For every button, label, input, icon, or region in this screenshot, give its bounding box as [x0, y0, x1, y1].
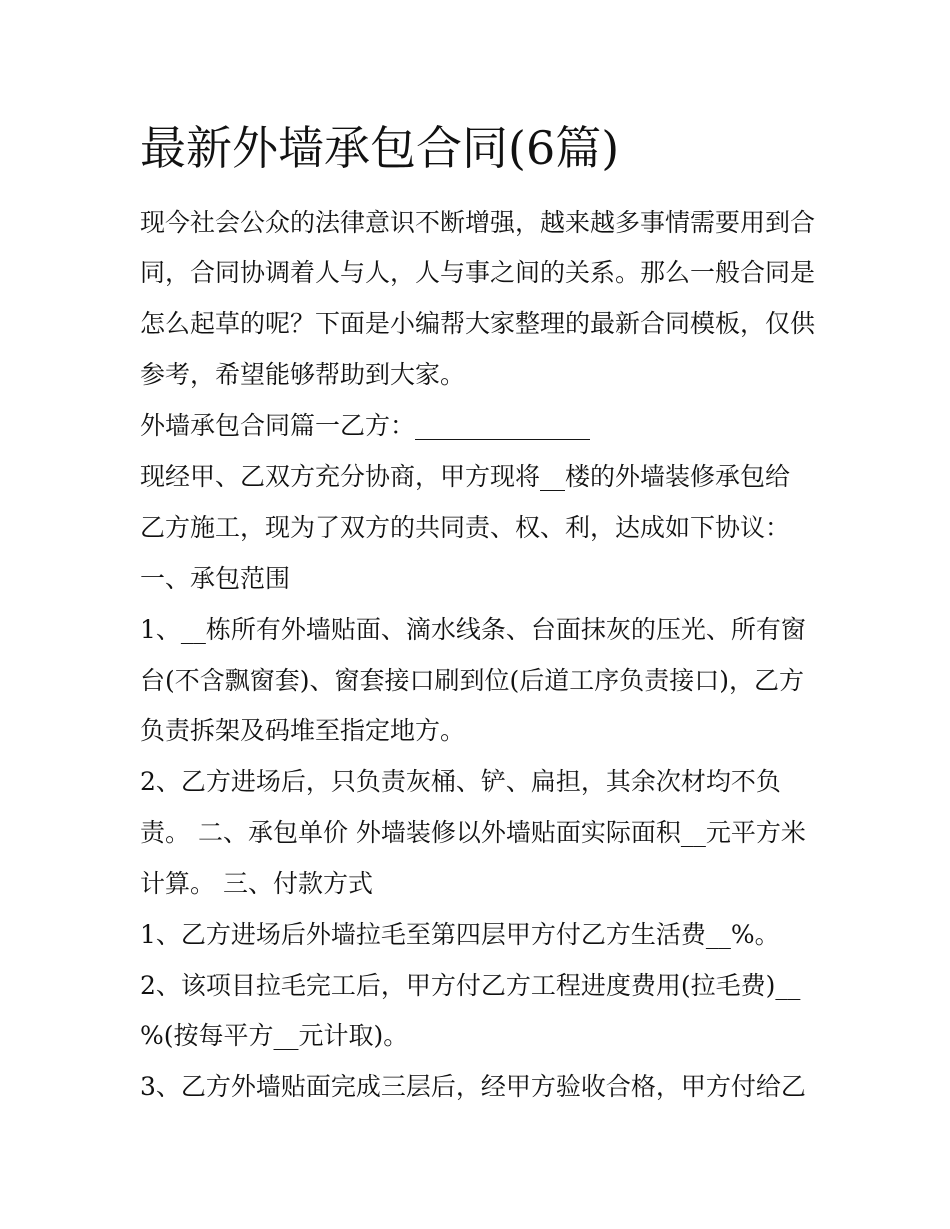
paragraph-line: 2、乙方进场后，只负责灰桶、铲、扁担，其余次材均不负 — [140, 767, 781, 796]
clause-heading: 一、承包范围 — [140, 564, 291, 593]
paragraph-line: %(按每平方__元计取)。 — [140, 1021, 409, 1050]
paragraph-line: 乙方施工，现为了双方的共同责、权、利，达成如下协议： — [140, 513, 791, 542]
paragraph-line: 责。 二、承包单价 外墙装修以外墙贴面实际面积__元平方米 — [140, 818, 806, 847]
paragraph-line: 台(不含飘窗套)、窗套接口刷到位(后道工序负责接口)，乙方 — [140, 666, 805, 695]
paragraph-line: 2、该项目拉毛完工后，甲方付乙方工程进度费用(拉毛费)__ — [140, 971, 801, 1000]
paragraph-line: 现今社会公众的法律意识不断增强，越来越多事情需要用到合 — [140, 208, 816, 237]
paragraph-line: 怎么起草的呢？下面是小编帮大家整理的最新合同模板，仅供 — [140, 309, 816, 338]
paragraph-line: 计算。 三、付款方式 — [140, 869, 373, 898]
section-heading-line: 外墙承包合同篇一乙方：______________ — [140, 411, 591, 440]
paragraph-line: 1、__栋所有外墙贴面、滴水线条、台面抹灰的压光、所有窗 — [140, 615, 806, 644]
paragraph-line: 同，合同协调着人与人，人与事之间的关系。那么一般合同是 — [140, 258, 816, 287]
paragraph-line: 参考，希望能够帮助到大家。 — [140, 360, 466, 389]
paragraph-line: 1、乙方进场后外墙拉毛至第四层甲方付乙方生活费__%。 — [140, 920, 780, 949]
paragraph-line: 3、乙方外墙贴面完成三层后，经甲方验收合格，甲方付给乙 — [140, 1072, 806, 1101]
paragraph-line: 现经甲、乙双方充分协商，甲方现将__楼的外墙装修承包给 — [140, 462, 791, 491]
document-title: 最新外墙承包合同(6篇) — [140, 121, 620, 175]
paragraph-line: 负责拆架及码堆至指定地方。 — [140, 716, 466, 745]
